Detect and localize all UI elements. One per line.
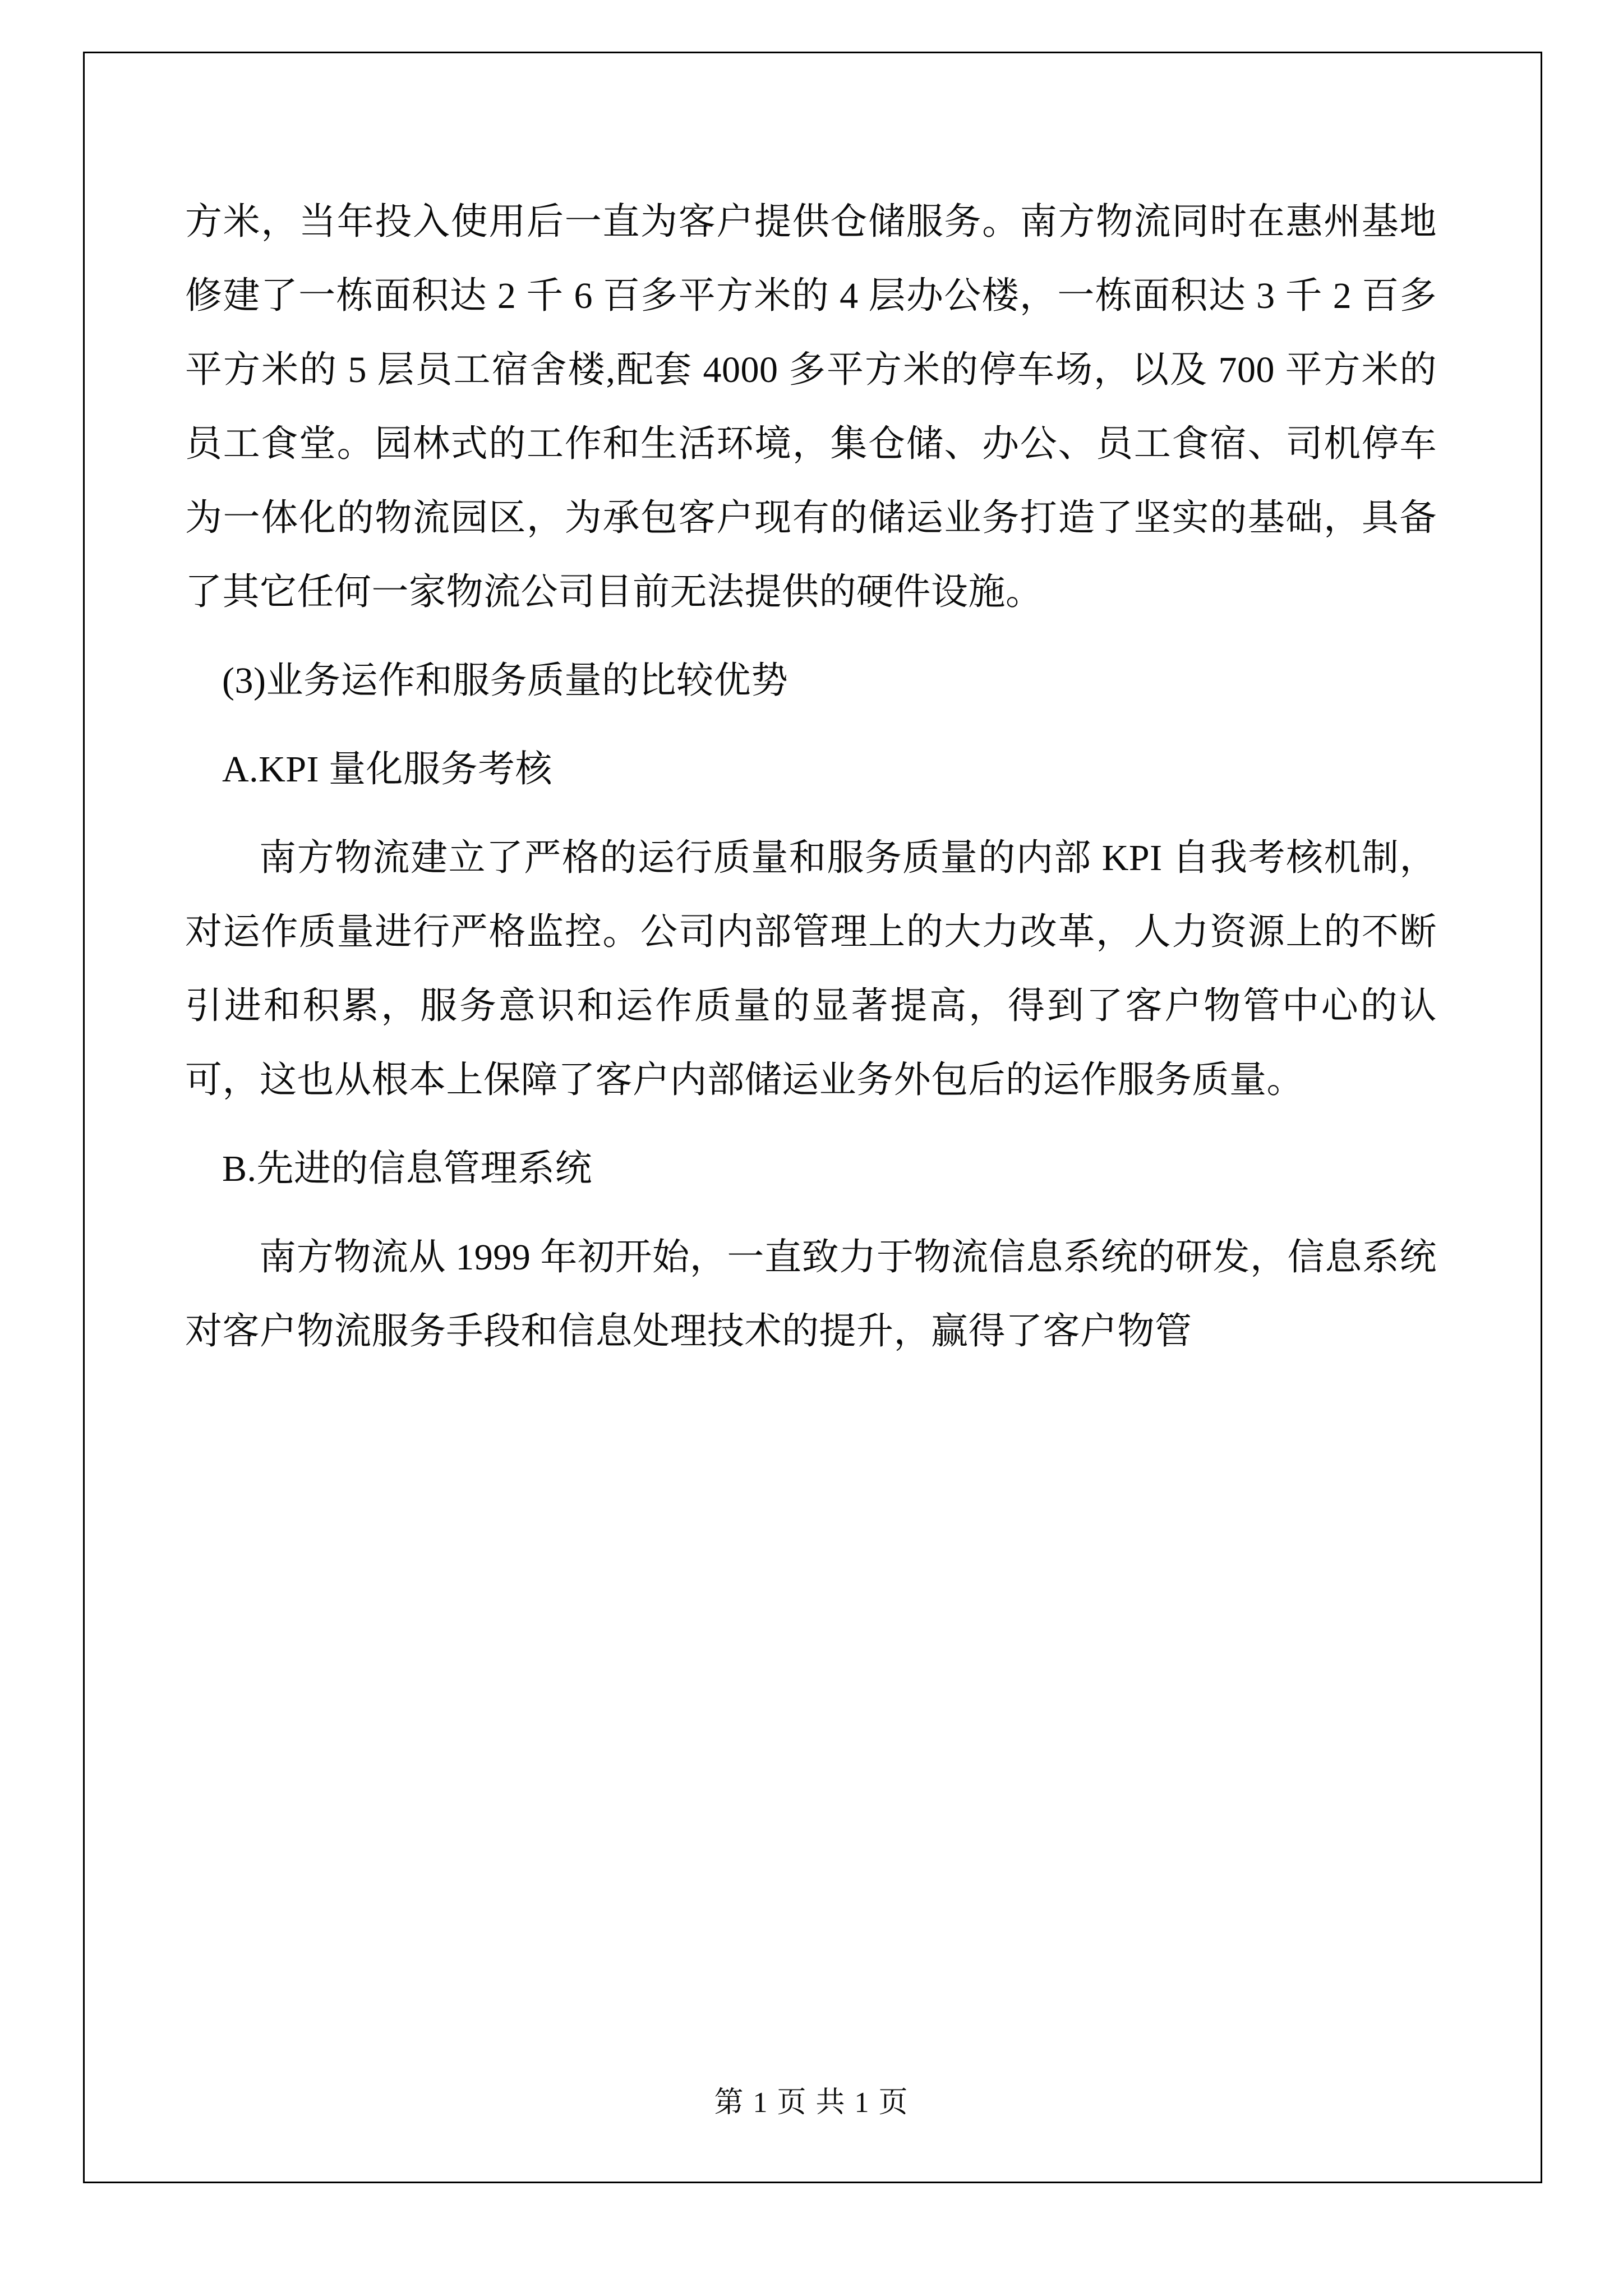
page-footer: 第 1 页 共 1 页 bbox=[714, 2087, 909, 2119]
paragraph-heading-a: A.KPI 量化服务考核 bbox=[222, 749, 553, 790]
paragraph-spacer bbox=[185, 807, 1437, 821]
document-body bbox=[185, 185, 1437, 1369]
paragraph-spacer bbox=[185, 629, 1437, 644]
paragraph-spacer bbox=[185, 718, 1437, 733]
paragraph-2: 南方物流建立了严格的运行质量和服务质量的内部 KPI 自我考核机制，对运作质量进行严格监控。公司内部管理上的大力改革，人力资源上的不断引进和积累，服务意识和运作质量的显著提高，得到了客户物管中心的认可，这也从根本上保障了客户内部储运业务外包后的运作服务质量。 bbox=[185, 838, 1437, 1101]
paragraph-spacer bbox=[185, 1206, 1437, 1221]
paragraph-heading-b: B.先进的信息管理系统 bbox=[222, 1148, 593, 1189]
paragraph-1: 方米，当年投入使用后一直为客户提供仓储服务。南方物流同时在惠州基地修建了一栋面积达 2 千 6 百多平方米的 4 层办公楼，一栋面积达 3 千 2 百多平方米的 5 层员工宿舍楼,配套 4000 多平方米的停车场，以及 700 平方米的员工食堂。园林式的工作和生活环境，集仓储、办公、员工食宿、司机停车为一体化的物流园区，为承包客户现有的储运业务打造了坚实的基础，具备了其它任何一家物流公司目前无法提供的硬件设施。 bbox=[185, 201, 1437, 613]
paragraph-spacer bbox=[185, 1117, 1437, 1132]
paragraph-heading-3: (3)业务运作和服务质量的比较优势 bbox=[222, 660, 789, 701]
paragraph-3: 南方物流从 1999 年初开始，一直致力于物流信息系统的研发，信息系统对客户物流服务手段和信息处理技术的提升，赢得了客户物管 bbox=[185, 1237, 1437, 1352]
